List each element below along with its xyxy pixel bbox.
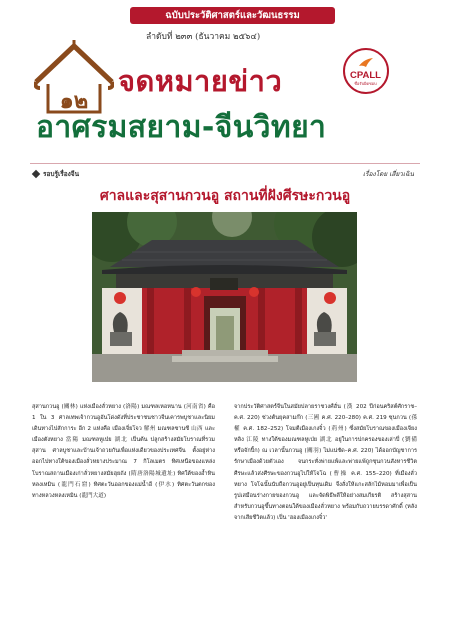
thai-house-logo-icon bbox=[34, 40, 114, 116]
article-headline: ศาลและสุสานกวนอู สถานที่ฝังศีรษะกวนอู bbox=[99, 188, 351, 204]
logo-sub-text: ชื่อรับผิดชอบ bbox=[354, 81, 377, 86]
newsletter-title-line2: อาศรมสยาม-จีนวิทยา bbox=[36, 110, 327, 145]
newsletter-title-line1: จดหมายข่าว bbox=[118, 64, 283, 98]
diamond-bullet-icon bbox=[32, 170, 40, 178]
section-label-text: รอบรู้เรื่องจีน bbox=[43, 170, 80, 178]
logo-brand-text: CPALL bbox=[350, 70, 381, 81]
article-column-right: จากประวัติศาสตร์จีนในสมัยปลายราชวงศ์ฮั่น (漢 202 ปีก่อนคริสต์ศักราช–ค.ศ. 220) ช่วงต้นยุคสามก๊ก (三國 ค.ศ. 220–280) ค.ศ. 219 ซุนกวน (孫權 ค.ศ. 182–252) โจมตีเมืองเกงจิ๋ว (荊州) ซึ่งสมัยโบราณของเมืองเจียงหลิง 江陵 ทางใต้ของมณฑลหูเป่ย 湖北 อยู่ในการปกครองของเล่าปี่ (劉備 หรือจักปิ้ก) ณ เวลานั้นกวนอู (關羽) ไม่แน่ชัด–ค.ศ. 220) ได้ออกบัญชาการรักษาเมืองด้วยตัวเอง จนกระทั่งพ่ายแพ้และพ่ายแพ้ถูกซุนกวนสังหารชีวิตศีรษะแล้วส่งศีรษะของกวนอูไปให้โจโฉ (曹操 ค.ศ. 155–220) ที่เมืองลั่วหยาง โจโฉนั้นนับถือกวนอูอยู่เป็นทุนเดิม จึงสั่งให้แกะสลักไม้หอมมาเพื่อเป็นรูปเสมือนร่างกายของกวนอู และจัดพิธีพลีให้อย่างสมเกียรติ สร้างสุสานสำหรับกวนอูขึ้นทางตอนใต้ของเมืองลั่วหยาง พร้อมกับถวายบรรดาศักดิ์ (หลังจากเสียชีวิตแล้ว) เป็น 'ฮองเมืองเกงจิ๋ว' bbox=[234, 404, 417, 521]
bird-icon bbox=[358, 57, 374, 69]
category-ribbon: ฉบับประวัติศาสตร์และวัฒนธรรม bbox=[130, 7, 335, 24]
svg-text:๑๒: ๑๒ bbox=[59, 89, 89, 114]
temple-gate-photo bbox=[92, 212, 357, 382]
author-credit: เรื่องโดย เสี่ยวเฉิน bbox=[362, 170, 414, 178]
section-label bbox=[33, 169, 79, 179]
issue-number: ลำดับที่ ๒๓๓ (ธันวาคม ๒๕๖๔) bbox=[146, 32, 261, 42]
article-column-left: สุสานกวนอู (關林) แห่งเมืองลั่วหยาง (洛陽) มณฑลเหอหนาน (河南省) คือ 1 ใน 3 ศาลเทพเจ้ากวนอูอันโด่งดังที่ประชาชนชาวจีนเคารพบูชาและนิยมเดินทางไปสักการะ อีก 2 แห่งคือ เมืองเจี่ยโจว 解州 มณฑลซานซี 山西 และเมืองตังหยาง 當陽 มณฑลหูเป่ย 湖北 เป็นต้น ปลูกสร้างสมัยโบราณที่รวมสุสาน ศาลบูชาและบ้านเจ้าถวยกันเพื่อแห่งเดียวของประเทศจีน ตั้งอยู่ห่างออกไปทางใต้ของเมืองลั่วหยางประมาณ 7 กิโลเมตร ทิศเหนือของแหล่งโบราณสถานเมืองเก่าลั่วหยางสมัยฮุยถัง (隋唐洛陽城遺址) ทิศใต้ของอ้ำหินหลงเหมิน (龍門石窟) ทิศตะวันออกของแม่น้ำอี (伊水) ทิศตะวันตกของทางหลวงหลงเหมิน (龍門大道) bbox=[32, 404, 215, 499]
header-divider bbox=[30, 163, 420, 164]
cpall-logo bbox=[343, 48, 389, 94]
